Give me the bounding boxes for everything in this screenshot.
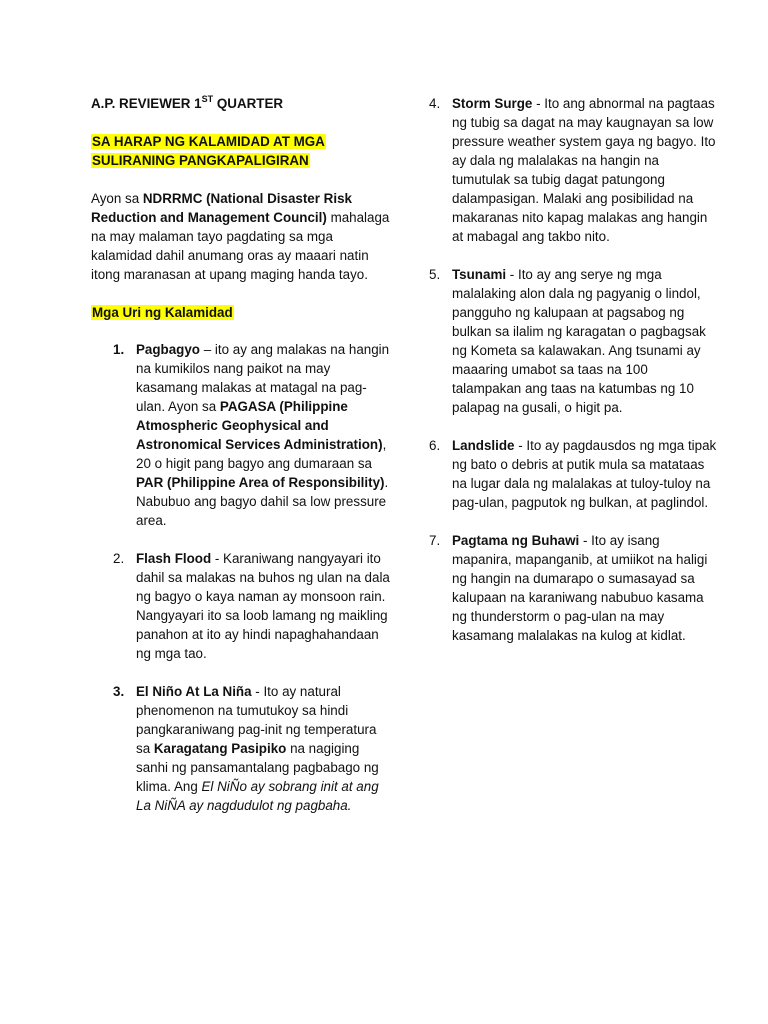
list-term: El Niño At La Niña [136, 684, 252, 699]
list-number: 6. [429, 438, 441, 453]
list-number: 1. [113, 342, 125, 357]
list-term: Tsunami [452, 267, 507, 282]
list-text: , 20 o higit pang bagyo ang dumaraan sa [136, 437, 387, 471]
list-item-tsunami [429, 265, 719, 417]
topic-heading-line-2: SULIRANING PANGKAPALIGIRAN [92, 153, 309, 168]
left-column [91, 94, 391, 834]
list-italic-note: El NiÑo ay sobrang init at ang La NiÑA ay nagdudulot ng pagbaha. [136, 779, 379, 813]
list-item-buhawi [429, 531, 719, 645]
list-number: 2. [113, 551, 125, 566]
list-text: - Ito ang abnormal na pagtaas ng tubig sa dagat na may kaugnayan sa low pressure weather system gaya ng bagyo. Ito ay dala ng malalakas na hangin na tumutulak sa tubig dagat patungong dalampasigan. Malaki ang posibilidad na makaranas nito kapag malakas ang hangin at mabagal ang takbo nito. [452, 96, 716, 244]
section-heading-text: Mga Uri ng Kalamidad [92, 305, 233, 320]
list-term: Flash Flood [136, 551, 212, 566]
list-text: - Ito ay ang serye ng mga malalaking alon dala ng pagyanig o lindol, pangguho ng kalupaan at pagsabog ng bulkan sa ilalim ng karagatan o pagbagsak ng Kometa sa kalawakan. Ang tsunami ay maaaring umabot sa taas na 100 talampakan ang taas na katumbas ng 10 palapag na gusali, o higit pa. [452, 267, 706, 415]
section-heading [91, 303, 391, 322]
list-bold-pasipiko: Karagatang Pasipiko [153, 741, 287, 756]
title-text: A.P. REVIEWER 1 [91, 96, 202, 111]
list-number: 7. [429, 533, 441, 548]
list-text: . Nabubuo ang bagyo dahil sa low pressure area. [136, 475, 389, 528]
topic-heading-line-1: SA HARAP NG KALAMIDAD AT MGA [92, 134, 325, 149]
title-rest: QUARTER [213, 96, 284, 111]
list-item-storm-surge [429, 94, 719, 246]
list-number: 5. [429, 267, 441, 282]
list-item-landslide [429, 436, 719, 512]
title-superscript: ST [201, 93, 214, 104]
list-text: - Ito ay pagdausdos ng mga tipak ng bato o debris at putik mula sa matataas na lugar dala ng malalakas at tuloy-tuloy na pag-ulan, pagputok ng bulkan, at paglindol. [452, 438, 717, 510]
list-item-pagbagyo [113, 340, 391, 530]
intro-ndrrmc: NDRRMC (National Disaster Risk Reduction and Management Council) [91, 191, 352, 225]
list-text: - Karaniwang nangyayari ito dahil sa malakas na buhos ng ulan na dala ng bagyo o kaya naman ay monsoon rain. Nangyayari ito sa loob lamang ng maikling panahon at ito ay hindi napaghahandaan ng mga tao. [136, 551, 390, 661]
list-term: Storm Surge [452, 96, 533, 111]
list-term: Landslide [452, 438, 515, 453]
calamity-list-right [429, 94, 719, 645]
list-number: 3. [113, 684, 125, 699]
list-term: Pagbagyo [136, 342, 200, 357]
document-title [91, 94, 391, 113]
list-text: – ito ay ang malakas na hangin na kumikilos nang paikot na may kasamang malakas at matagal na pag-ulan. Ayon sa [136, 342, 390, 414]
list-item-el-nino [113, 682, 391, 815]
topic-heading [91, 132, 391, 170]
right-column [429, 94, 719, 664]
list-text: na nagiging sanhi ng pansamantalang pagbabago ng klima. Ang [136, 741, 379, 794]
list-text: - Ito ay natural phenomenon na tumutukoy sa hindi pangkaraniwang pag-init ng temperatura sa [136, 684, 377, 756]
list-item-flash-flood [113, 549, 391, 663]
intro-paragraph [91, 189, 391, 284]
list-term: Pagtama ng Buhawi [452, 533, 580, 548]
intro-text-after: mahalaga na may malaman tayo pagdating sa mga kalamidad dahil anumang oras ay maaari natin itong maranasan at upang maging handa tayo. [91, 210, 390, 282]
list-bold-pagasa: PAGASA (Philippine Atmospheric Geophysical and Astronomical Services Administration) [136, 399, 383, 452]
intro-text-before: Ayon sa [91, 191, 143, 206]
calamity-list-left [113, 340, 391, 815]
list-number: 4. [429, 96, 441, 111]
list-bold-par: PAR (Philippine Area of Responsibility) [136, 475, 385, 490]
list-text: - Ito ay isang mapanira, mapanganib, at umiikot na haligi ng hangin na dumarapo o sumasayad sa kalupaan na karaniwang nabubuo kasama ng thunderstorm o pag-ulan na may kasamang malalakas na kulog at kidlat. [452, 533, 708, 643]
